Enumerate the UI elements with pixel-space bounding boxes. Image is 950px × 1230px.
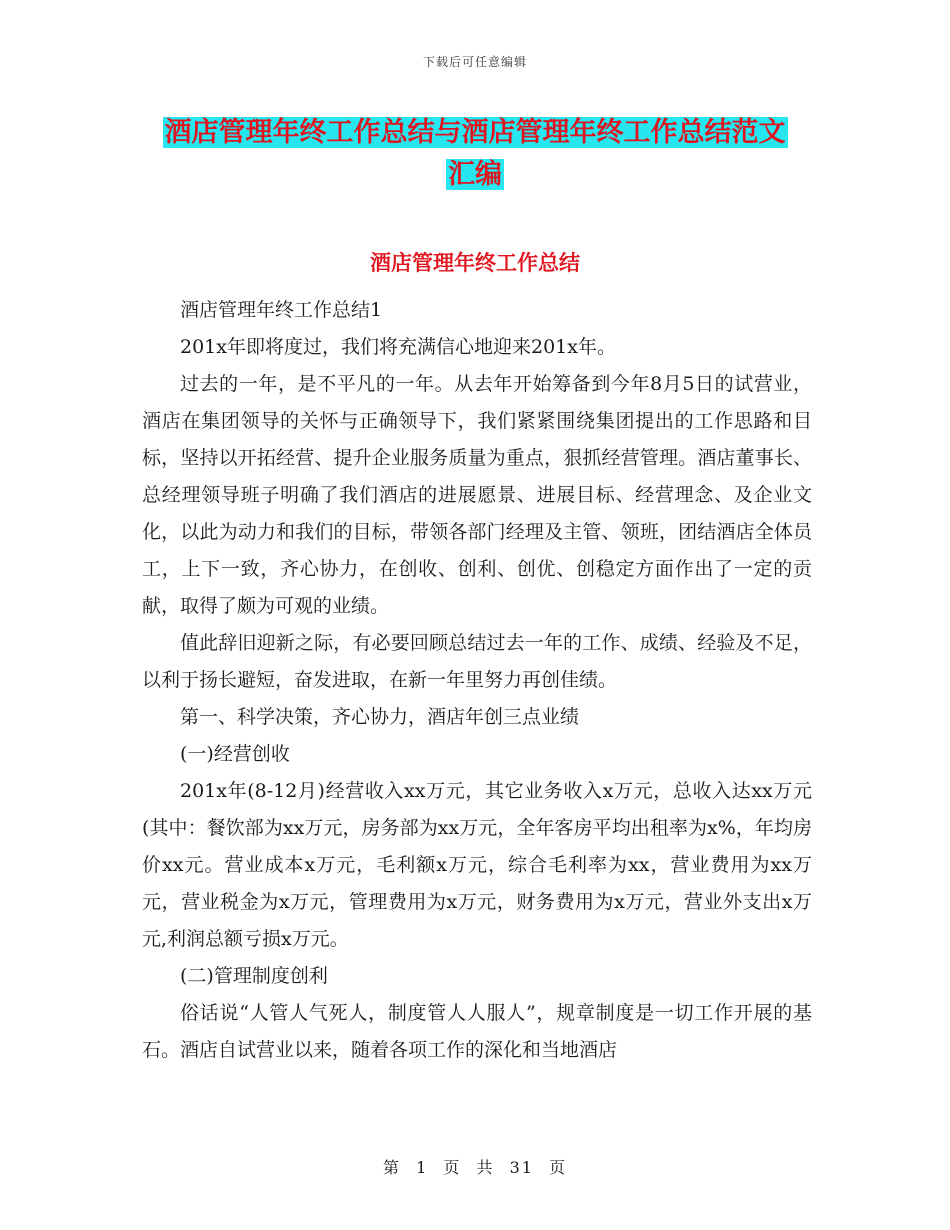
footer-total-prefix: 共 [476, 1158, 495, 1177]
footer-suffix: 页 [549, 1158, 568, 1177]
section-title: 酒店管理年终工作总结 [370, 251, 580, 275]
paragraph-subtitle: 酒店管理年终工作总结1 [180, 299, 383, 321]
document-title-line-1: 酒店管理年终工作总结与酒店管理年终工作总结范文 [164, 117, 786, 148]
page-footer [0, 1155, 950, 1178]
body-text [142, 292, 812, 1069]
paragraph: 201x年即将度过，我们将充满信心地迎来201x年。 [180, 336, 616, 358]
footer-mid: 页 [443, 1158, 462, 1177]
document-title-line-2: 汇编 [448, 159, 502, 190]
paragraph: 俗话说“人管人气死人，制度管人人服人”，规章制度是一切工作开展的基石。酒店自试营业以来，随着各项工作的深化和当地酒店 [142, 1002, 812, 1061]
document-title [140, 112, 810, 196]
paragraph: 值此辞旧迎新之际，有必要回顾总结过去一年的工作、成绩、经验及不足，以利于扬长避短，奋发进取，在新一年里努力再创佳绩。 [142, 632, 812, 691]
paragraph-heading: 第一、科学决策，齐心协力，酒店年创三点业绩 [180, 706, 580, 728]
total-pages: 31 [509, 1158, 534, 1177]
paragraph-subheading: (二)管理制度创利 [180, 965, 328, 987]
page-number: 1 [416, 1158, 429, 1177]
paragraph: 过去的一年，是不平凡的一年。从去年开始筹备到今年8月5日的试营业，酒店在集团领导的关怀与正确领导下，我们紧紧围绕集团提出的工作思路和目标，坚持以开拓经营、提升企业服务质量为重点，狠抓经营管理。酒店董事长、总经理领导班子明确了我们酒店的进展愿景、进展目标、经营理念、及企业文化，以此为动力和我们的目标，带领各部门经理及主管、领班，团结酒店全体员工，上下一致，齐心协力，在创收、创利、创优、创稳定方面作出了一定的贡献，取得了颇为可观的业绩。 [142, 373, 812, 617]
header-note: 下载后可任意编辑 [422, 55, 527, 69]
paragraph: 201x年(8-12月)经营收入xx万元，其它业务收入x万元，总收入达xx万元(其中：餐饮部为xx万元，房务部为xx万元，全年客房平均出租率为x%，年均房价xx元。营业成本x万元，毛利额x万元，综合毛利率为xx，营业费用为xx万元，营业税金为x万元，管理费用为x万元，财务费用为x万元，营业外支出x万元,利润总额亏损x万元。 [142, 780, 812, 950]
paragraph-subheading: (一)经营创收 [180, 743, 290, 765]
footer-prefix: 第 [382, 1158, 401, 1177]
